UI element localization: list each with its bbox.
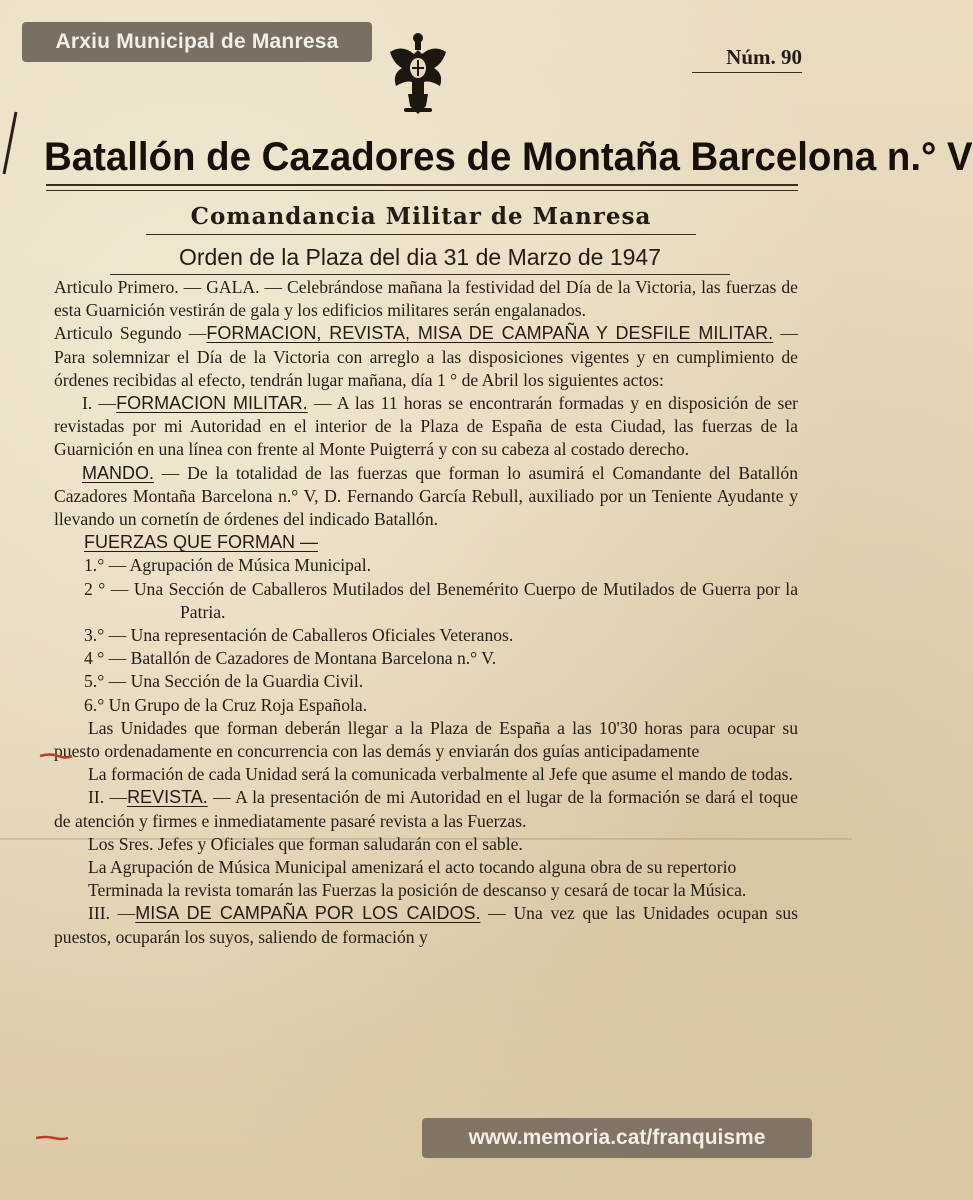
section-misa-text: — Una vez que las Unidades ocupan sus puestos, ocuparán los suyos, saliendo de formación y	[54, 903, 799, 947]
list-item: 1.° — Agrupación de Música Municipal.	[84, 555, 372, 576]
article-two-text: — Para solemnizar el Día de la Victoria con arreglo a las disposiciones vigentes y en cumplimiento de órdenes recibidas al efecto, tendrán lugar mañana, día 1 ° de Abril los siguientes actos:	[54, 323, 798, 390]
pencil-slash-mark	[0, 110, 20, 180]
title-rule-thin	[46, 190, 798, 191]
section-formacion	[54, 392, 798, 462]
order-body	[54, 276, 798, 949]
section-formacion-text: — A las 11 horas se encontrarán formadas y en disposición de ser revistadas por mi Autoridad en el interior de la Plaza de España de esta Ciudad, las fuerzas de la Guarnición en una línea con frente al Monte Puigterrá y con su cabeza al costado derecho.	[54, 393, 798, 460]
paragraph: Las Unidades que forman deberán llegar a la Plaza de España a las 10'30 horas para ocupar su puesto ordenadamente en concurrencia con las demás y enviarán dos guías anticipadamente	[54, 717, 798, 762]
date-line: Orden de la Plaza del dia 31 de Marzo de 1947	[110, 240, 730, 275]
article-one-heading: Articulo Primero. — GALA. —	[54, 277, 283, 297]
list-item: 6.° Un Grupo de la Cruz Roja Española.	[84, 694, 368, 715]
section-formacion-title: FORMACION MILITAR.	[116, 393, 308, 414]
article-one-text: Celebrándose mañana la festividad del Día de la Victoria, las fuerzas de esta Guarnición vestirán de gala y los edificios militares serán engalanados.	[54, 277, 798, 321]
section-revista-number: II. —	[88, 787, 128, 808]
list-item: 2 ° — Una Sección de Caballeros Mutilados del Benemérito Cuerpo de Mutilados de Guerra por la Patria.	[84, 578, 798, 622]
archive-badge: Arxiu Municipal de Manresa	[22, 22, 372, 62]
eagle-emblem-icon	[382, 30, 454, 118]
article-two-heading: Articulo Segundo —	[54, 323, 207, 344]
fuerzas-heading-text: FUERZAS QUE FORMAN —	[84, 532, 319, 553]
section-misa-number: III. —	[88, 903, 136, 924]
list-item: 5.° — Una Sección de la Guardia Civil.	[84, 671, 364, 692]
document-number: Núm. 90	[692, 42, 802, 73]
article-two-caps: FORMACION, REVISTA, MISA DE CAMPAÑA Y DESFILE MILITAR.	[206, 323, 774, 344]
fuerzas-list	[54, 554, 798, 716]
red-pencil-mark	[38, 752, 74, 760]
section-revista-text: — A la presentación de mi Autoridad en el lugar de la formación se dará el toque de atención y firmes e inmediatamente pasaré revista a las Fuerzas.	[54, 787, 798, 831]
fuerzas-heading	[54, 531, 798, 554]
list-item: 3.° — Una representación de Caballeros Oficiales Veteranos.	[84, 625, 514, 646]
section-mando-text: — De la totalidad de las fuerzas que forman lo asumirá el Comandante del Batallón Cazadores Montaña Barcelona n.° V, D. Fernando García Rebull, auxiliado por un Teniente Ayudante y llevando un cornetín de órdenes del indicado Batallón.	[54, 462, 798, 530]
list-item: 4 ° — Batallón de Cazadores de Montana Barcelona n.° V.	[84, 648, 497, 669]
subtitle: Comandancia Militar de Manresa	[146, 200, 696, 235]
section-formacion-number: I. —	[82, 393, 117, 414]
article-one	[54, 276, 798, 322]
paragraph: La formación de cada Unidad será la comunicada verbalmente al Jefe que asume el mando de todas.	[88, 764, 793, 785]
paragraph: La Agrupación de Música Municipal amenizará el acto tocando alguna obra de su repertorio	[88, 857, 737, 878]
paragraph: Los Sres. Jefes y Oficiales que forman saludarán con el sable.	[88, 833, 523, 854]
title-rule	[46, 184, 798, 186]
red-pencil-mark	[34, 1134, 70, 1142]
section-misa	[54, 902, 798, 948]
watermark-url: www.memoria.cat/franquisme	[422, 1118, 812, 1158]
section-misa-title: MISA DE CAMPAÑA POR LOS CAIDOS.	[135, 903, 481, 924]
main-title: Batallón de Cazadores de Montaña Barcelona n.° V	[44, 135, 973, 179]
section-revista	[54, 786, 798, 832]
paragraph: Terminada la revista tomarán las Fuerzas la posición de descanso y cesará de tocar la Música.	[88, 880, 747, 901]
section-revista-title: REVISTA.	[127, 787, 208, 808]
article-two	[54, 322, 798, 392]
section-mando	[54, 462, 798, 532]
section-mando-title: MANDO.	[82, 462, 154, 483]
